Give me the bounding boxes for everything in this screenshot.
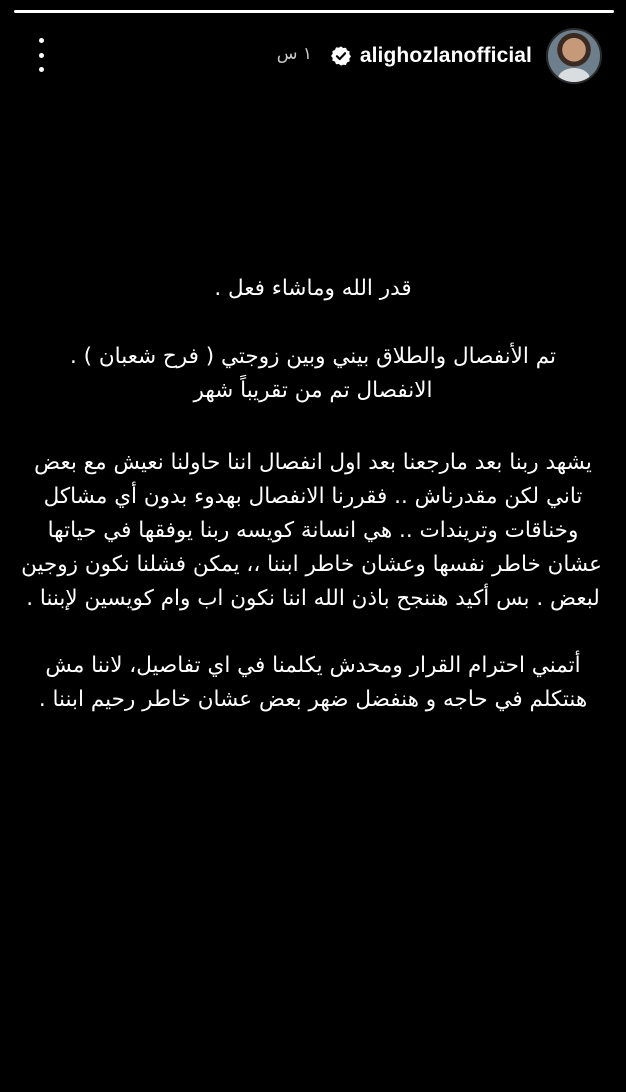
story-line: تاني لكن مقدرناش .. فقررنا الانفصال بهدوء بدون أي مشاكل — [43, 484, 583, 509]
story-line: الانفصال تم من تقريباً شهر — [193, 378, 433, 403]
story-line: عشان خاطر نفسها وعشان خاطر ابننا ،، يمكن فشلنا نكون زوجين — [21, 552, 602, 577]
story-username[interactable]: alighozlanofficial — [359, 44, 532, 67]
story-line: وخناقات وتريندات .. هي انسانة كويسه ربنا يوفقها في حياتها — [47, 518, 579, 543]
story-line: يشهد ربنا بعد مارجعنا بعد اول انفصال اننا حاولنا نعيش مع بعض — [34, 450, 592, 475]
story-line: قدر الله وماشاء فعل . — [214, 276, 412, 301]
story-text — [21, 272, 602, 717]
story-line: أتمني احترام القرار ومحدش يكلمنا في اي تفاصيل، لاننا مش — [45, 653, 581, 678]
story-time-label: ١ س — [276, 44, 312, 64]
story-line: لبعض . بس أكيد هننجح باذن الله اننا نكون اب وام كويسين لإبننا . — [26, 586, 600, 611]
profile-avatar[interactable] — [546, 28, 602, 84]
story-line: هنتكلم في حاجه و هنفضل ضهر بعض عشان خاطر رحيم ابننا . — [38, 687, 588, 712]
more-options-icon[interactable] — [28, 38, 54, 72]
story-line: تم الأنفصال والطلاق بيني وبين زوجتي ( فرح شعبان ) . — [69, 344, 556, 369]
story-user[interactable] — [330, 26, 602, 86]
story-progress-bar — [14, 10, 614, 13]
verified-badge-icon — [330, 45, 352, 67]
story-header — [0, 26, 626, 86]
story-progress-fill — [14, 10, 614, 13]
